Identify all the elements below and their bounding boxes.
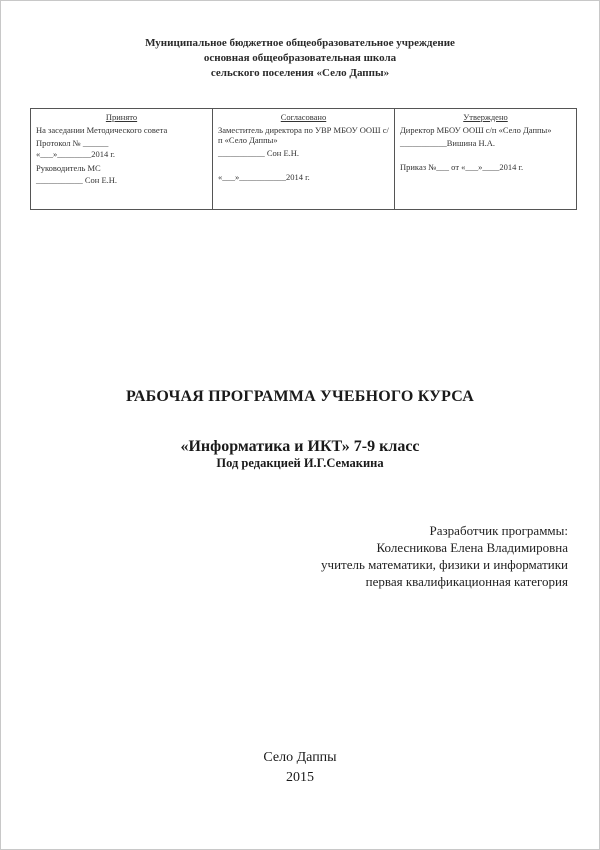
approved-line: Директор МБОУ ООШ с/п «Село Даппы» — [400, 125, 552, 135]
approved-line: ___________Вишина Н.А. — [400, 138, 496, 148]
approval-table — [30, 108, 577, 210]
developer-line: первая квалификационная категория — [365, 574, 568, 589]
accepted-column — [31, 109, 213, 210]
approved-line: Приказ №___ от «___»____2014 г. — [400, 162, 524, 172]
agreed-line: Заместитель директора по УВР МБОУ ООШ с/п «Село Даппы» — [218, 125, 389, 145]
developer-line: учитель математики, физики и информатики — [321, 557, 568, 572]
approved-column — [395, 109, 577, 210]
accepted-line: Руководитель МС — [36, 163, 101, 173]
footer-year: 2015 — [286, 770, 314, 785]
school-header — [0, 36, 600, 81]
header-line: Муниципальное бюджетное общеобразовательное учреждение — [145, 37, 455, 49]
header-line: сельского поселения «Село Даппы» — [210, 67, 390, 79]
agreed-title: Согласовано — [280, 112, 327, 122]
agreed-line: ___________ Сон Е.Н. — [218, 148, 300, 158]
accepted-title: Принято — [105, 112, 138, 122]
accepted-line: «___»________2014 г. — [36, 149, 116, 159]
agreed-line: «___»___________2014 г. — [218, 172, 310, 182]
header-line: основная общеобразовательная школа — [203, 52, 397, 64]
agreed-column — [213, 109, 395, 210]
footer — [0, 748, 600, 788]
developer-block — [321, 522, 568, 590]
developer-line: Разработчик программы: — [429, 523, 568, 538]
editor-line: Под редакцией И.Г.Семакина — [216, 456, 384, 470]
accepted-line: ___________ Сон Е.Н. — [36, 175, 118, 185]
course-title: «Информатика и ИКТ» 7-9 класс — [180, 438, 420, 455]
footer-place: Село Даппы — [263, 750, 337, 765]
developer-line: Колесникова Елена Владимировна — [376, 540, 568, 555]
approved-title: Утверждено — [463, 112, 508, 122]
accepted-line: На заседании Методического совета — [36, 125, 168, 135]
document-title: РАБОЧАЯ ПРОГРАММА УЧЕБНОГО КУРСА — [126, 388, 474, 405]
accepted-line: Протокол № ______ — [36, 138, 109, 148]
